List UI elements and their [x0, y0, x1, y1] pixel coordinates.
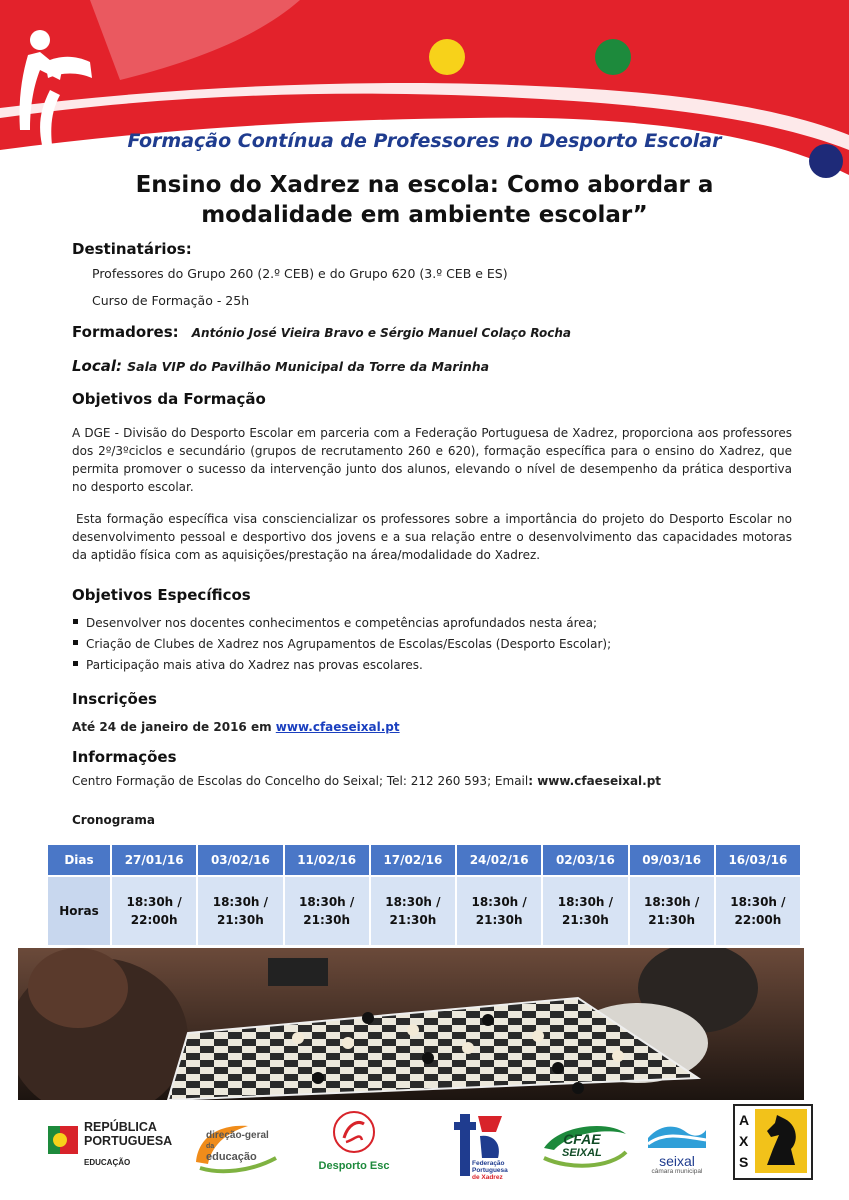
desporto-circle-icon	[332, 1110, 376, 1154]
fpx-line-1: Federação	[472, 1160, 505, 1167]
list-item: Desenvolver nos docentes conhecimentos e competências aprofundados nesta área;	[72, 614, 792, 635]
time-cell	[543, 877, 627, 945]
time-cell	[112, 877, 196, 945]
axs-logo	[733, 1104, 813, 1180]
informacoes-row	[72, 772, 661, 790]
objetivos-paragraph-2: Esta formação específica visa consciencializar os professores sobre a importância do projeto do Desporto Escolar no desenvolvimento pessoal e desportivo dos jovens e a sua relação entre o desenvolvimento das capacidades motoras da aptidão física com as aquisições/prestação na área/modalidade do Xadrez.	[72, 512, 792, 562]
republica-line-2: PORTUGUESA	[84, 1134, 173, 1148]
title-line-1: Ensino do Xadrez na escola: Como abordar a	[135, 172, 714, 198]
time-start: 18:30h /	[126, 895, 182, 909]
date-cell: 03/02/16	[198, 845, 282, 875]
especificos-list	[72, 614, 792, 677]
page-title	[60, 170, 789, 230]
fpx-line-2: Portuguesa	[472, 1167, 508, 1174]
time-cell	[285, 877, 369, 945]
republica-line-3: EDUCAÇÃO	[84, 1158, 131, 1167]
republica-logo	[46, 1118, 176, 1180]
cfae-seixal-logo	[540, 1118, 630, 1174]
time-start: 18:30h /	[730, 895, 786, 909]
date-cell: 09/03/16	[630, 845, 714, 875]
date-cell: 27/01/16	[112, 845, 196, 875]
course-subtitle: Formação Contínua de Professores no Desporto Escolar	[127, 130, 722, 152]
seixal-line-1: seixal	[659, 1153, 695, 1169]
time-end: 21:30h	[562, 913, 609, 927]
date-cell: 24/02/16	[457, 845, 541, 875]
formadores-row	[72, 322, 571, 341]
time-cell	[716, 877, 800, 945]
fpx-logo	[452, 1110, 514, 1186]
date-cell: 17/02/16	[371, 845, 455, 875]
schedule-table	[46, 843, 802, 947]
objetivos-paragraph-1: A DGE - Divisão do Desporto Escolar em parceria com a Federação Portuguesa de Xadrez, proporciona aos professores dos 2º/3ºciclos e secundário (grupos de recrutamento 260 e 620), formação específica para o ensino do Xadrez, que permita promover o sucesso da intervenção junto dos alunos, elevando o nível de desempenho da prática desportiva no desporto escolar.	[72, 426, 792, 494]
destinatarios-line-2: Curso de Formação - 25h	[92, 293, 250, 308]
date-cell: 16/03/16	[716, 845, 800, 875]
local-value: Sala VIP do Pavilhão Municipal da Torre da Marinha	[127, 359, 490, 374]
time-cell	[630, 877, 714, 945]
time-start: 18:30h /	[643, 895, 700, 909]
axs-knight-icon	[755, 1109, 807, 1173]
formadores-label: Formadores:	[72, 323, 179, 341]
time-end: 21:30h	[217, 913, 264, 927]
date-cell: 02/03/16	[543, 845, 627, 875]
time-start: 18:30h /	[212, 895, 269, 909]
desporto-label: Desporto Esc	[318, 1160, 390, 1172]
cronograma-label: Cronograma	[72, 813, 155, 827]
republica-line-1: REPÚBLICA	[84, 1120, 157, 1134]
time-start: 18:30h /	[557, 895, 614, 909]
date-cell: 11/02/16	[285, 845, 369, 875]
time-end: 22:00h	[130, 913, 178, 927]
dge-logo	[190, 1118, 282, 1178]
green-dot	[595, 39, 631, 75]
local-label: Local:	[72, 357, 123, 375]
inscricoes-row	[72, 718, 400, 736]
table-row	[48, 877, 800, 945]
informacoes-text: Centro Formação de Escolas do Concelho do Seixal; Tel: 212 260 593; Email	[72, 774, 529, 788]
list-item: Participação mais ativa do Xadrez nas provas escolares.	[72, 656, 792, 677]
dias-header: Dias	[48, 845, 110, 875]
cfae-line-1: CFAE	[563, 1131, 601, 1147]
desporto-escolar-logo	[306, 1110, 402, 1180]
time-end: 21:30h	[475, 913, 523, 927]
list-item: Criação de Clubes de Xadrez nos Agrupamentos de Escolas/Escolas (Desporto Escolar);	[72, 635, 792, 656]
dge-line-2: da	[206, 1143, 215, 1150]
cfae-line-2: SEIXAL	[562, 1147, 602, 1159]
time-end: 22:00h	[734, 913, 782, 927]
seixal-logo	[642, 1118, 712, 1180]
chess-photo	[18, 948, 804, 1100]
destinatarios-line-1: Professores do Grupo 260 (2.º CEB) e do Grupo 620 (3.º CEB e ES)	[92, 266, 508, 281]
time-end: 21:30h	[648, 913, 695, 927]
dge-line-1: direção-geral	[206, 1130, 269, 1141]
time-end: 21:30h	[389, 913, 437, 927]
inscricoes-heading: Inscrições	[72, 690, 157, 708]
axs-label: AXS	[739, 1112, 750, 1170]
local-row	[72, 356, 489, 375]
horas-header: Horas	[48, 877, 110, 945]
inscricoes-link[interactable]: www.cfaeseixal.pt	[275, 720, 400, 734]
fpx-line-3: de Xadrez	[472, 1174, 503, 1181]
time-end: 21:30h	[303, 913, 350, 927]
time-cell	[371, 877, 455, 945]
time-start: 18:30h /	[298, 895, 355, 909]
table-row	[48, 845, 800, 875]
time-cell	[198, 877, 282, 945]
seixal-line-2: câmara municipal	[651, 1168, 703, 1175]
dge-line-3: educação	[206, 1151, 257, 1163]
informacoes-heading: Informações	[72, 748, 177, 766]
yellow-dot	[429, 39, 465, 75]
objetivos-heading: Objetivos da Formação	[72, 390, 266, 408]
time-cell	[457, 877, 541, 945]
inscricoes-text: Até 24 de janeiro de 2016 em	[72, 720, 272, 734]
chess-clock	[268, 958, 328, 986]
destinatarios-label: Destinatários:	[72, 240, 192, 258]
flag-emblem-icon	[46, 1120, 80, 1160]
time-start: 18:30h /	[385, 895, 441, 909]
seixal-wave-icon	[646, 1118, 708, 1150]
formadores-value: António José Vieira Bravo e Sérgio Manuel Colaço Rocha	[191, 326, 571, 340]
time-start: 18:30h /	[471, 895, 527, 909]
title-line-2: modalidade em ambiente escolar”	[201, 202, 648, 228]
especificos-heading: Objetivos Específicos	[72, 586, 251, 604]
informacoes-email: : www.cfaeseixal.pt	[528, 774, 662, 788]
